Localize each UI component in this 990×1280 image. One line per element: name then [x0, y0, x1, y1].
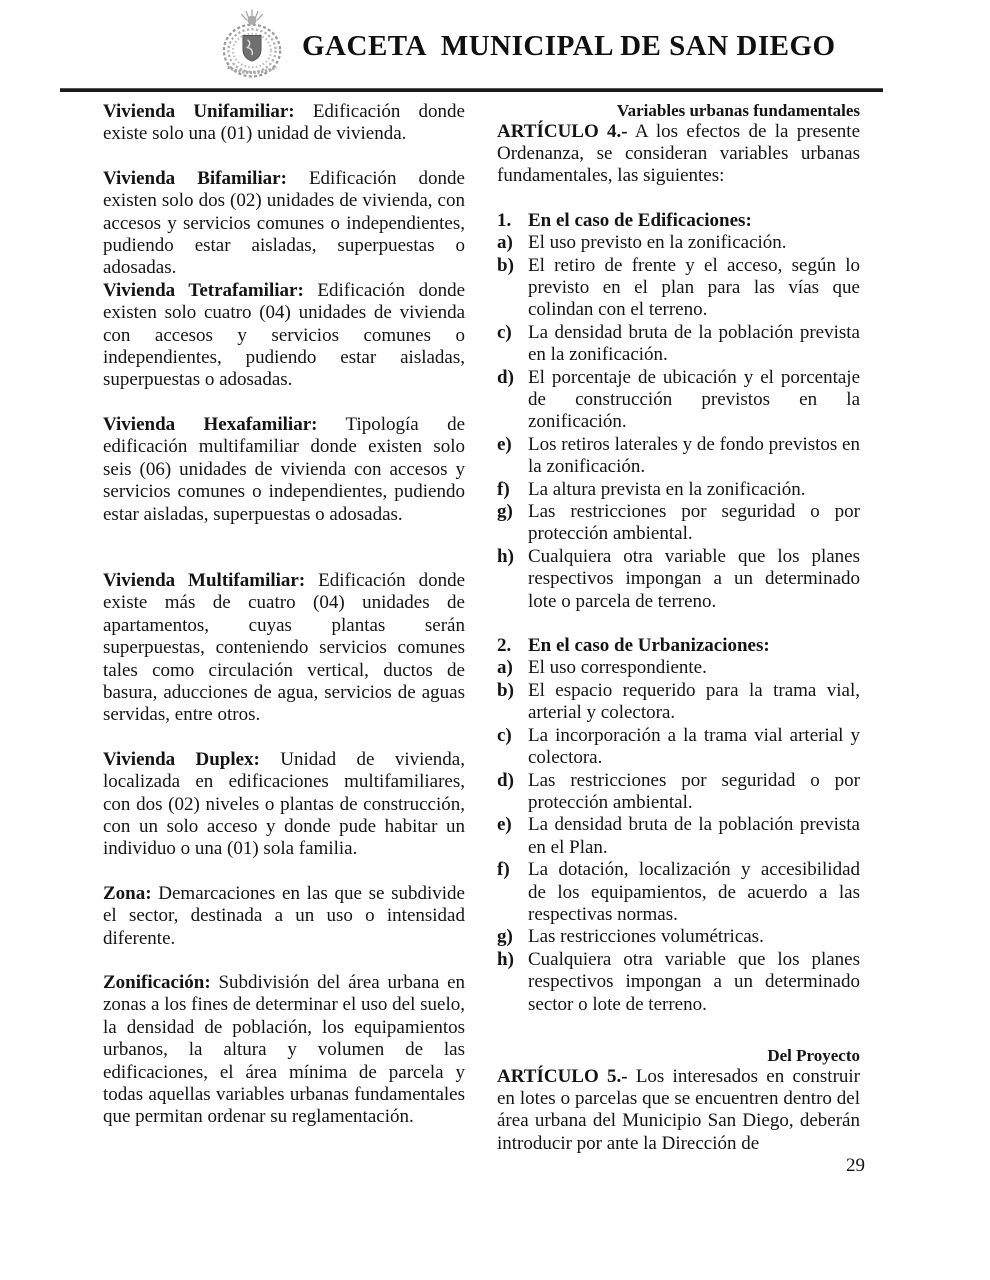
definition-term: Vivienda Tetrafamiliar: — [103, 279, 304, 301]
definition-text: Edificación donde existen solo cuatro (04) unidades de vivienda con accesos y servicios comunes o independientes, pudiendo estar aisladas, superpuestas o adosadas. — [103, 279, 465, 391]
definition-vivienda-hexafamiliar — [103, 414, 465, 526]
articulo-4-label: ARTÍCULO 4.- — [497, 120, 628, 142]
item-text: Cualquiera otra variable que los planes respectivos impongan a un determinado sector o lote de terreno. — [528, 948, 860, 1015]
item-label: d) — [497, 366, 514, 388]
item-label: g) — [497, 926, 513, 948]
item-label: h) — [497, 545, 514, 567]
list-item — [497, 814, 860, 859]
item-text: La densidad bruta de la población prevista en el Plan. — [528, 814, 860, 858]
item-label: b) — [497, 679, 514, 701]
list-item — [497, 770, 860, 815]
definition-text: Edificación donde existe más de cuatro (04) unidades de apartamentos, cuyas plantas serán superpuestas, conteniendo servicios comunes tales como circulación vertical, ductos de basura, aducciones de agua, servicios de aguas servidas, entre otros. — [103, 569, 465, 726]
masthead-divider — [60, 88, 883, 92]
item-label: e) — [497, 433, 512, 455]
item-label: c) — [497, 321, 512, 343]
left-column — [103, 101, 465, 1151]
item-label: f) — [497, 478, 510, 500]
municipal-seal-icon — [212, 8, 292, 84]
list-item — [497, 725, 860, 770]
definition-vivienda-bifamiliar — [103, 168, 465, 280]
item-text: El retiro de frente y el acceso, según lo previsto en el plan para las vías que colindan con el terreno. — [528, 254, 860, 321]
definition-term: Vivienda Multifamiliar: — [103, 569, 306, 591]
item-label: a) — [497, 232, 513, 254]
item-label: c) — [497, 724, 512, 746]
list-urbanizaciones-title — [497, 635, 860, 657]
definition-text: Tipología de edificación multifamiliar donde existen solo seis (06) unidades de vivienda con accesos y servicios comunes o independientes, pudiendo estar aisladas, superpuestas o adosadas. — [103, 413, 465, 525]
list-title-text: En el caso de Urbanizaciones: — [528, 635, 770, 657]
definition-zonificacion — [103, 972, 465, 1129]
definition-text: Edificación donde existe solo una (01) unidad de vivienda. — [103, 101, 465, 145]
definition-term: Vivienda Bifamiliar: — [103, 167, 287, 189]
list-urbanizaciones — [497, 635, 860, 1016]
list-item — [497, 859, 860, 926]
item-label: b) — [497, 254, 514, 276]
articulo-5-label: ARTÍCULO 5.- — [497, 1065, 628, 1087]
definition-term: Vivienda Duplex: — [103, 748, 260, 770]
list-item — [497, 680, 860, 725]
item-label: g) — [497, 501, 513, 523]
item-text: La altura prevista en la zonificación. — [528, 478, 806, 500]
item-label: f) — [497, 859, 510, 881]
list-item — [497, 322, 860, 367]
right-column — [497, 101, 860, 1177]
item-text: Los retiros laterales y de fondo previstos en la zonificación. — [528, 433, 860, 478]
definition-term: Zonificación: — [103, 972, 211, 993]
item-label: e) — [497, 814, 512, 836]
definition-term: Vivienda Hexafamiliar: — [103, 413, 318, 435]
item-text: Las restricciones por seguridad o por protección ambiental. — [528, 769, 860, 813]
list-item — [497, 434, 860, 479]
list-number: 2. — [497, 635, 512, 657]
list-edificaciones — [497, 210, 860, 613]
item-label: a) — [497, 657, 513, 679]
list-item — [497, 367, 860, 434]
list-item — [497, 255, 860, 322]
list-number: 1. — [497, 209, 512, 231]
definition-vivienda-duplex — [103, 749, 465, 861]
item-label: d) — [497, 769, 514, 791]
articulo-4-paragraph — [497, 121, 860, 188]
item-text: Cualquiera otra variable que los planes respectivos impongan a un determinado lote o parcela de terreno. — [528, 545, 860, 612]
articulo-4-text: A los efectos de la presente Ordenanza, se consideran variables urbanas fundamentales, las siguientes: — [497, 120, 861, 187]
item-text: El porcentaje de ubicación y el porcentaje de construcción previstos en la zonificación. — [528, 366, 860, 433]
definition-vivienda-tetrafamiliar — [103, 280, 465, 392]
definition-text: Edificación donde existen solo dos (02) unidades de vivienda, con accesos y servicios comunes o independientes, pudiendo estar aisladas, superpuestas o adosadas. — [103, 167, 465, 279]
list-item — [497, 657, 860, 679]
section-heading-del-proyecto: Del Proyecto — [767, 1045, 860, 1065]
articulo-5-text: Los interesados en construir en lotes o parcelas que se encuentren dentro del área urbana del Municipio San Diego, deberán introducir por ante la Dirección de — [497, 1065, 860, 1154]
articulo-5-paragraph — [497, 1066, 860, 1156]
list-item — [497, 546, 860, 613]
definition-term: Vivienda Unifamiliar: — [103, 101, 295, 122]
list-edificaciones-title — [497, 210, 860, 232]
item-text: El uso correspondiente. — [528, 657, 707, 679]
item-text: Las restricciones volumétricas. — [528, 926, 764, 948]
list-item — [497, 949, 860, 1016]
section-heading-variables-urbanas: Variables urbanas fundamentales — [616, 101, 860, 120]
item-label: h) — [497, 948, 514, 970]
item-text: La incorporación a la trama vial arterial y colectora. — [528, 724, 860, 769]
page-number: 29 — [846, 1155, 865, 1176]
list-item — [497, 501, 860, 546]
item-text: La densidad bruta de la población prevista en la zonificación. — [528, 321, 860, 366]
definition-zona — [103, 883, 465, 950]
gazette-title: GACETA MUNICIPAL DE SAN DIEGO — [302, 30, 836, 62]
item-text: El uso previsto en la zonificación. — [528, 232, 787, 254]
list-item — [497, 926, 860, 948]
definition-vivienda-unifamiliar — [103, 101, 465, 146]
definition-text: Demarcaciones en las que se subdivide el sector, destinada a un uso o intensidad diferente. — [103, 882, 465, 949]
list-title-text: En el caso de Edificaciones: — [528, 209, 752, 231]
item-text: El espacio requerido para la trama vial, arterial y colectora. — [528, 679, 860, 724]
list-item — [497, 479, 860, 501]
item-text: La dotación, localización y accesibilidad de los equipamientos, de acuerdo a las respectivas normas. — [528, 859, 860, 925]
item-text: Las restricciones por seguridad o por protección ambiental. — [528, 501, 860, 545]
list-item — [497, 232, 860, 254]
definition-text: Subdivisión del área urbana en zonas a los fines de determinar el uso del suelo, la densidad de población, los equipamientos urbanos, la altura y volumen de las edificaciones, el área mínima de parcela y todas aquellas variables urbanas fundamentales que permitan ordenar su reglamentación. — [103, 972, 465, 1128]
definition-term: Zona: — [103, 882, 152, 904]
definition-vivienda-multifamiliar — [103, 570, 465, 727]
definition-text: Unidad de vivienda, localizada en edificaciones multifamiliares, con dos (02) niveles o plantas de construcción, con un solo acceso y donde pude habitar un individuo o una (01) sola familia. — [103, 748, 465, 860]
